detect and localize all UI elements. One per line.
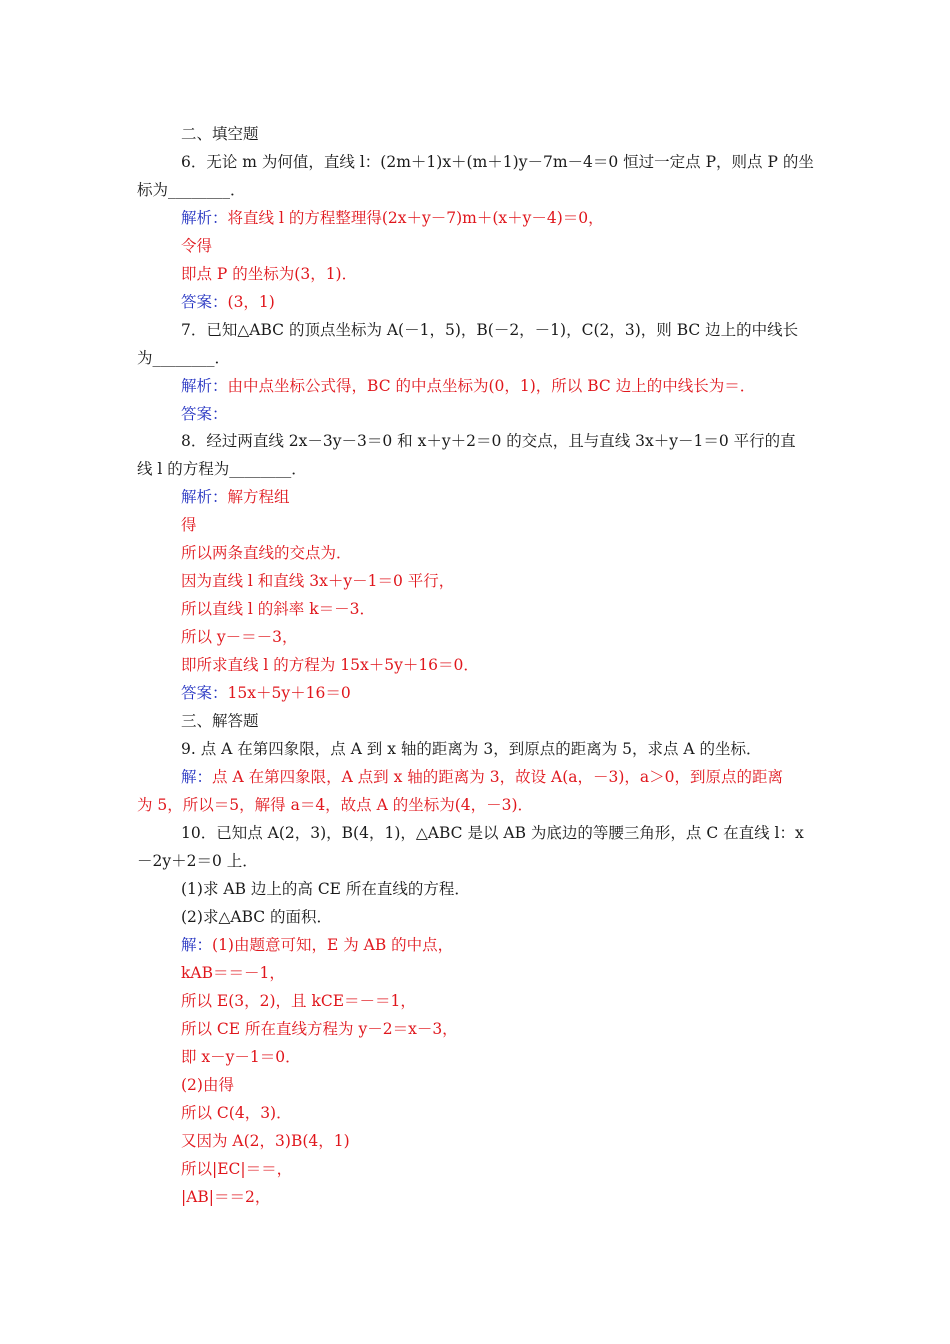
q8-analysis-line-2: 得: [181, 516, 197, 534]
q10-solution-line-8: 又因为 A(2，3)B(4，1): [181, 1132, 350, 1150]
q10-solution-line-10: |AB|＝＝2，: [181, 1188, 271, 1206]
q10-solution-line-3: 所以 E(3，2)，且 kCE＝－＝1，: [181, 992, 416, 1010]
question-10-part-2: (2)求△ABC 的面积．: [181, 908, 333, 926]
q7-analysis: 解析：由中点坐标公式得，BC 的中点坐标为(0，1)，所以 BC 边上的中线长为＝．: [181, 377, 756, 395]
question-6-line-1: 6．无论 m 为何值，直线 l：(2m＋1)x＋(m＋1)y－7m－4＝0 恒过一定点 P，则点 P 的坐: [181, 153, 814, 171]
q8-analysis-line-6: 所以 y－＝－3，: [181, 628, 298, 646]
question-8-line-2: 线 l 的方程为________．: [137, 460, 307, 478]
question-8-line-1: 8．经过两直线 2x－3y－3＝0 和 x＋y＋2＝0 的交点，且与直线 3x＋y－1＝0 平行的直: [181, 432, 796, 450]
section-heading-fill-blank: 二、填空题: [181, 125, 259, 143]
question-7-line-1: 7．已知△ABC 的顶点坐标为 A(－1，5)，B(－2，－1)，C(2，3)，则 BC 边上的中线长: [181, 321, 799, 339]
q6-answer: 答案：(3，1): [181, 293, 275, 311]
q9-solution-line-1: 解：点 A 在第四象限，A 点到 x 轴的距离为 3，故设 A(a，－3)，a＞0，到原点的距离: [181, 768, 783, 786]
q10-solution-line-9: 所以|EC|＝＝，: [181, 1160, 293, 1178]
question-7-line-2: 为________．: [137, 349, 231, 367]
q10-solution-line-2: kAB＝＝－1，: [181, 964, 285, 982]
q10-solution-line-4: 所以 CE 所在直线方程为 y－2＝x－3，: [181, 1020, 458, 1038]
question-10-line-1: 10．已知点 A(2，3)，B(4，1)，△ABC 是以 AB 为底边的等腰三角形，点 C 在直线 l：x: [181, 824, 804, 842]
q8-analysis-line-5: 所以直线 l 的斜率 k＝－3．: [181, 600, 375, 618]
q8-analysis-line-7: 即所求直线 l 的方程为 15x＋5y＋16＝0．: [181, 656, 479, 674]
question-10-line-2: －2y＋2＝0 上．: [137, 852, 258, 870]
q8-analysis-line-3: 所以两条直线的交点为．: [181, 544, 352, 562]
q10-solution-line-1: 解：(1)由题意可知，E 为 AB 的中点，: [181, 936, 454, 954]
question-9: 9. 点 A 在第四象限，点 A 到 x 轴的距离为 3，到原点的距离为 5，求点 A 的坐标．: [181, 740, 762, 758]
q8-analysis-line-1: 解析：解方程组: [181, 488, 290, 506]
q10-solution-line-5: 即 x－y－1＝0．: [181, 1048, 301, 1066]
question-6-line-2: 标为________．: [137, 181, 246, 199]
q6-analysis-line-2: 令得: [181, 237, 213, 255]
q6-analysis-line-3: 即点 P 的坐标为(3，1)．: [181, 265, 358, 283]
q7-answer: 答案：: [181, 405, 228, 423]
q8-answer: 答案：15x＋5y＋16＝0: [181, 684, 351, 702]
q9-solution-line-2: 为 5，所以＝5，解得 a＝4，故点 A 的坐标为(4，－3)．: [137, 796, 534, 814]
q6-analysis-line-1: 解析：将直线 l 的方程整理得(2x＋y－7)m＋(x＋y－4)＝0，: [181, 209, 604, 227]
q10-solution-line-7: 所以 C(4，3)．: [181, 1104, 292, 1122]
q8-analysis-line-4: 因为直线 l 和直线 3x＋y－1＝0 平行，: [181, 572, 455, 590]
question-10-part-1: (1)求 AB 边上的高 CE 所在直线的方程．: [181, 880, 470, 898]
q10-solution-line-6: (2)由得: [181, 1076, 234, 1094]
section-heading-solutions: 三、解答题: [181, 712, 259, 730]
